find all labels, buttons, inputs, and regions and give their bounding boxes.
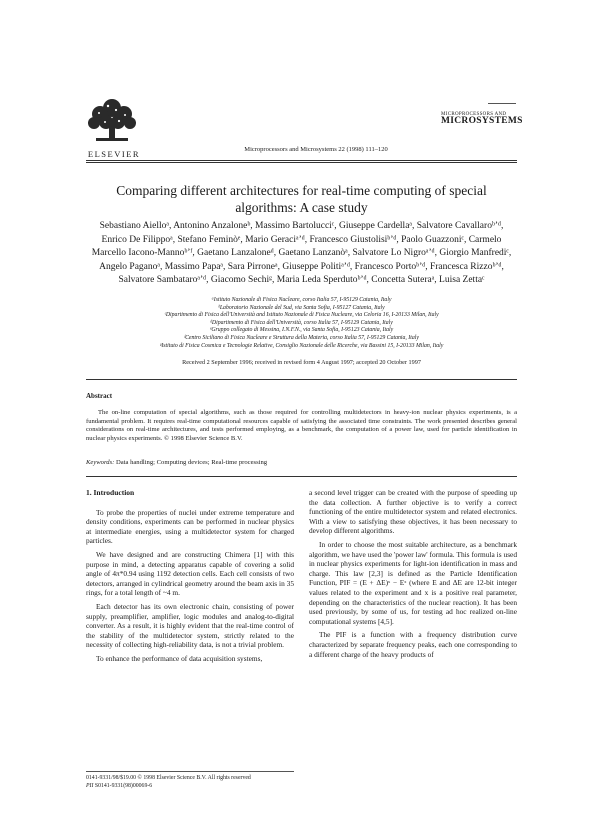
pii-value: S0141-9331(98)00069-6 — [94, 783, 153, 789]
affiliation-item: ᶠCentro Siciliano di Fisica Nucleare e Struttura della Materia, corso Italia 57, I-95129 Catania, Italy — [184, 334, 419, 341]
paragraph: Each detector has its own electronic chain, consisting of power supply, preamplifier, amplifier, logic modules and analog-to-digital converter. As a result, it is highly evident that the real-time control of the stability of the multidetector system, strictly related to the necessity of collecting high-reliability data, is not a trivial problem. — [86, 601, 294, 650]
affiliation-item: ᵇLaboratorio Nazionale del Sud, via Santa Sofia, I-95127 Catania, Italy — [218, 304, 385, 311]
affiliation-item: ᵍIstituto di Fisica Cosmica e Tecnologie Relative, Consiglio Nazionale delle Ricerche, via Bassini 15, I-20133 Milan, Italy — [159, 342, 444, 349]
abstract-text: The on-line computation of special algorithms, such as those required for controlling multidetectors in heavy-ion nuclear physics experiments, is a fundamental problem. It requires real-time computational resources capable of satisfying the associated time constraints. The work presented describes general considerations on real-time architectures, and tests performed employing, as a benchmark, the computation of a power law, used for particle identification in nuclear physics experiments. © 1998 Elsevier Science B.V. — [86, 409, 517, 442]
received-dates: Received 2 September 1996; received in revised form 4 August 1997; accepted 20 October 1997 — [182, 359, 421, 366]
affiliation-item: ᵃIstituto Nazionale di Fisica Nucleare, corso Italia 57, I-95129 Catania, Italy — [211, 297, 392, 303]
brand-line-1: MICROPROCESSORS AND — [441, 112, 507, 117]
keywords — [86, 459, 517, 466]
pii-line — [86, 782, 306, 790]
paragraph: The PIF is a function with a frequency distribution curve characterized by separate frequency peaks, each one corresponding to a different charge of the heavy products of — [309, 630, 517, 659]
paragraph: In order to choose the most suitable architecture, as a benchmark algorithm, we have used the 'power law' formula. This formula is used in nuclear physics experiments for light-ion identification in mass and charge. This law [2,3] is defined as the Particle Identification Function, PIF = (E + ΔE)ˣ − Eˣ (where E and ΔE are 12-bit integer values related to the experiment and x is a positive real parameter, depending on the characteristics of the nuclear reaction). It has been used previously, by some of us, for testing ad hoc realized on-line computational systems [4,5]. — [309, 539, 517, 626]
abstract-heading: Abstract — [86, 392, 113, 400]
keywords-text: Data handling; Computing devices; Real-time processing — [115, 459, 268, 466]
header-small-rule — [488, 103, 516, 104]
journal-citation: Microprocessors and Microsystems 22 (1998) 111–120 — [244, 146, 388, 153]
abstract-top-rule — [86, 379, 517, 380]
abstract-bottom-rule — [86, 476, 517, 477]
author-list: Sebastiano Aielloᵃ, Antonino Anzaloneᵇ, Massimo Bartolucciᶜ, Giuseppe Cardellaᵃ, Salvatore Cavallaroᵇʼᵈ, Enrico De Filippoᵃ, Stefano Feminòᵉ, Mario Geraciᵃʼᵈ, Francesco Giustolisiᵇʼᵈ, Paolo Guazzoniᶜ, Carmelo Marcello Iacono-Mannoᵇʼᶠ, Gaetano Lanzaloneᵈ, Gaetano Lanzanòᵃ, Salvatore Lo Nigroᵃʼᵈ, Giorgio Manfrediᶜ, Angelo Paganoᵃ, Massimo Papaᵃ, Sara Pirroneᵃ, Giuseppe Politiᵃʼᵈ, Francesco Portoᵇʼᵈ, Francesca Rizzoᵇʼᵈ, Salvatore Sambataroᵃʼᵈ, Giacomo Sechiᵍ, Maria Leda Sperdutoᵇʼᵈ, Concetta Suteraᵃ, Luisa Zettaᶜ — [91, 221, 512, 286]
paper-title: Comparing different architectures for real-time computing of special algorithms: A case study — [116, 183, 487, 215]
pii-label: PII — [86, 783, 94, 789]
affiliation-item: ᵈDipartimento di Fisica dell'Università, corso Italia 57, I-95129 Catania, Italy — [210, 319, 393, 326]
brand-line-2: MICROSYSTEMS — [441, 116, 523, 126]
paragraph: We have designed and are constructing Chimera [1] with this purpose in mind, a detecting apparatus capable of covering a solid angle of 4π*0.94 using 1192 detection cells. Each cell consists of two detectors, arranged in cylindrical geometry around the beam axis in 35 rings, for a total length of ~4 m. — [86, 549, 294, 598]
elsevier-tree-logo — [86, 98, 138, 144]
right-column — [309, 488, 517, 659]
publisher-name: ELSEVIER — [87, 149, 141, 159]
journal-brand — [441, 112, 531, 127]
paragraph: a second level trigger can be created with the purpose of speeding up the data collection. A further objective is to verify a correct functioning of the entire multidetector system and related electronics. With a view to satisfying these objectives, it has been necessary to develop different algorithms. — [309, 488, 517, 536]
header-rule-double — [86, 162, 517, 163]
paragraph: To enhance the performance of data acquisition systems, — [96, 653, 263, 663]
footer-rule — [86, 771, 294, 772]
affiliation-list — [86, 297, 517, 350]
section-heading: 1. Introduction — [86, 488, 135, 497]
affiliation-item: ᵉGruppo collegato di Messina, I.N.F.N., via Santa Sofia, I-95123 Catania, Italy — [209, 327, 394, 334]
copyright-line: 0141-9331/98/$19.00 © 1998 Elsevier Science B.V. All rights reserved — [86, 775, 251, 781]
paragraph: To probe the properties of nuclei under extreme temperature and density conditions, experiments can be performed in nuclear physics at intermediate energies, using a multidetector system for charged particles. — [86, 507, 294, 546]
keywords-label: Keywords: — [86, 459, 115, 466]
left-column — [86, 488, 294, 664]
affiliation-item: ᶜDipartimento di Fisica dell'Università and Istituto Nazionale di Fisica Nucleare, via Celoria 16, I-20133 Milan, Italy — [164, 312, 439, 319]
header-rule — [86, 160, 517, 161]
copyright-footer — [86, 774, 306, 790]
